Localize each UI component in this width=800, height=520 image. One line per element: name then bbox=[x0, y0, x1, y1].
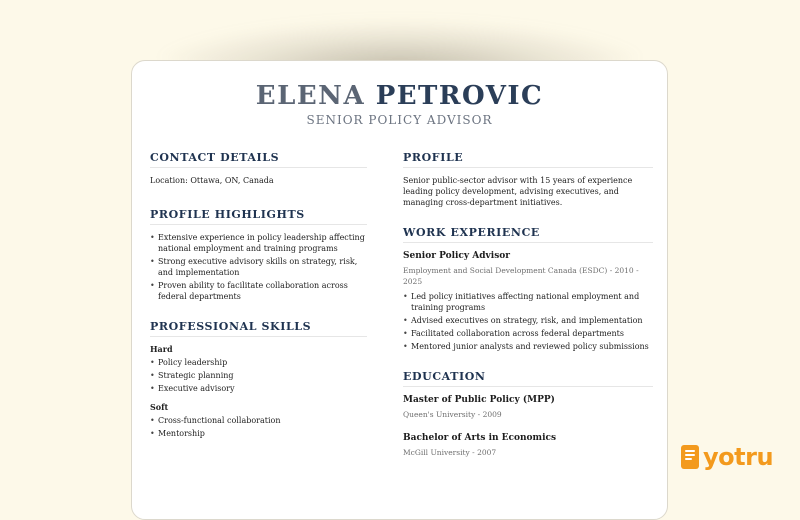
list-item: • Cross-functional collaboration bbox=[150, 415, 367, 426]
hard-skills-list bbox=[150, 357, 367, 394]
section-heading: CONTACT DETAILS bbox=[150, 151, 367, 168]
profile-section bbox=[403, 151, 653, 208]
list-item: • Executive advisory bbox=[150, 383, 367, 394]
job-meta: Employment and Social Development Canada (ESDC) - 2010 - 2025 bbox=[403, 266, 639, 286]
experience-section bbox=[403, 226, 653, 352]
list-item: • Strategic planning bbox=[150, 370, 367, 381]
list-item: • Led policy initiatives affecting national employment and training programs bbox=[403, 291, 653, 313]
resume-card bbox=[131, 60, 668, 520]
hard-skills-label: Hard bbox=[150, 344, 173, 354]
profile-summary: Senior public-sector advisor with 15 years of experience leading policy development, advising executives, and managing cross-department initiatives. bbox=[403, 176, 633, 207]
list-item: • Policy leadership bbox=[150, 357, 367, 368]
right-column bbox=[403, 151, 653, 462]
first-name: ELENA bbox=[255, 81, 366, 111]
degree-title: Master of Public Policy (MPP) bbox=[403, 395, 555, 405]
list-item: • Proven ability to facilitate collaboration across federal departments bbox=[150, 280, 367, 302]
skills-section bbox=[150, 320, 367, 439]
section-heading: PROFESSIONAL SKILLS bbox=[150, 320, 367, 337]
list-item: • Facilitated collaboration across federal departments bbox=[403, 328, 653, 339]
yotru-logo[interactable] bbox=[681, 443, 773, 471]
list-item: • Extensive experience in policy leadership affecting national employment and training programs bbox=[150, 232, 367, 254]
list-item: • Strong executive advisory skills on strategy, risk, and implementation bbox=[150, 256, 367, 278]
highlights-list bbox=[150, 232, 367, 302]
contact-section bbox=[150, 151, 367, 186]
degree-meta: McGill University - 2007 bbox=[403, 448, 497, 457]
degree-meta: Queen's University - 2009 bbox=[403, 410, 502, 419]
location-text: Location: Ottawa, ON, Canada bbox=[150, 176, 274, 185]
highlights-section bbox=[150, 208, 367, 302]
candidate-name bbox=[132, 81, 667, 111]
job-title-subtitle: SENIOR POLICY ADVISOR bbox=[306, 113, 493, 127]
section-heading: PROFILE bbox=[403, 151, 653, 168]
section-heading: WORK EXPERIENCE bbox=[403, 226, 653, 243]
section-heading: EDUCATION bbox=[403, 370, 653, 387]
list-item: • Mentored junior analysts and reviewed policy submissions bbox=[403, 341, 653, 352]
document-icon bbox=[681, 445, 699, 469]
left-column bbox=[150, 151, 367, 441]
degree-title: Bachelor of Arts in Economics bbox=[403, 433, 557, 443]
list-item: • Mentorship bbox=[150, 428, 367, 439]
education-section bbox=[403, 370, 653, 458]
list-item: • Advised executives on strategy, risk, and implementation bbox=[403, 315, 653, 326]
logo-text: yotru bbox=[703, 443, 774, 471]
last-name: PETROVIC bbox=[375, 81, 544, 111]
soft-skills-list bbox=[150, 415, 367, 439]
job-bullets bbox=[403, 291, 653, 352]
section-heading: PROFILE HIGHLIGHTS bbox=[150, 208, 367, 225]
soft-skills-label: Soft bbox=[150, 402, 169, 412]
job-title: Senior Policy Advisor bbox=[403, 251, 511, 261]
